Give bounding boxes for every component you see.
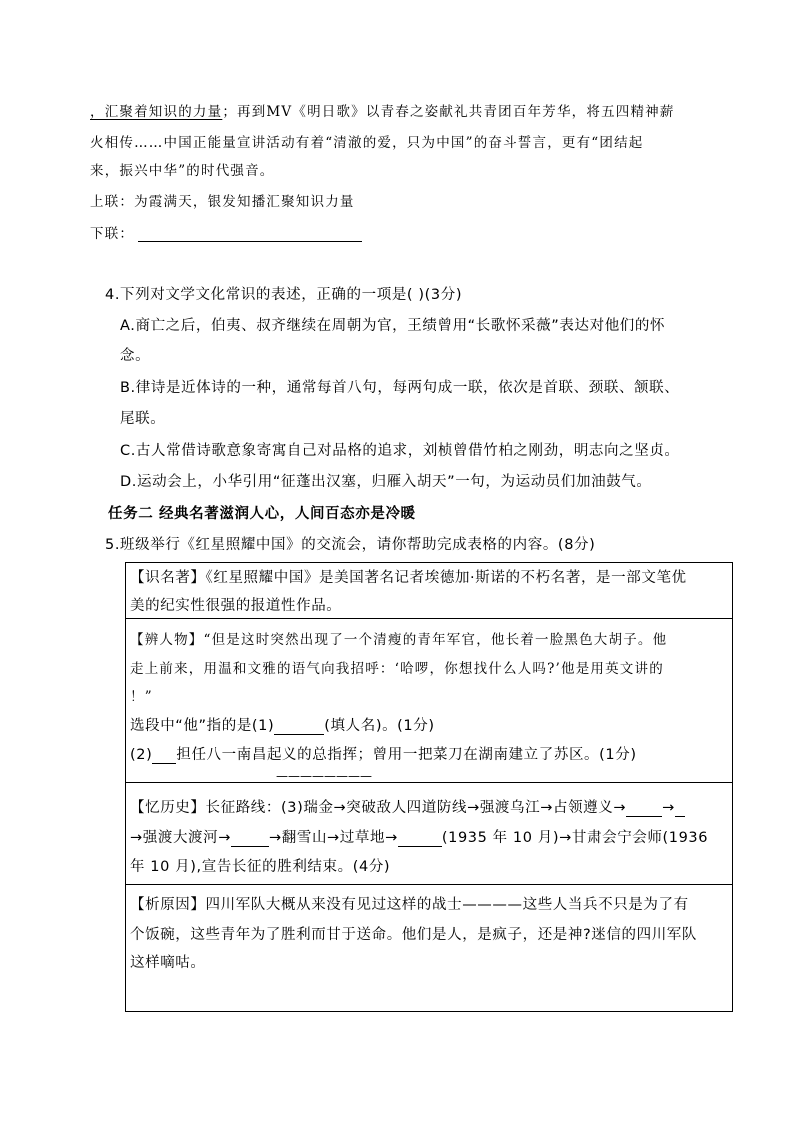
table-row-xi-yuan-yin — [126, 885, 732, 1011]
row2-line-4 — [130, 714, 435, 735]
row3-line-1 — [130, 796, 685, 817]
answer-blank-2[interactable] — [152, 750, 176, 764]
row2-line-2: 走上前来，用温和文雅的语气向我招呼：‘哈啰，你想找什么人吗?’他是用英文讲的 — [130, 661, 664, 677]
row1-line-2: 美的纪实性很强的报道性作品。 — [130, 598, 342, 614]
task2-title: 任务二 经典名著滋润人心，人间百态亦是冷暖 — [108, 506, 416, 522]
row3-snow-grass: →翻雪山→过草地→ — [269, 830, 398, 846]
xialian-label: 下联： — [90, 226, 135, 242]
answer-blank-3a[interactable] — [626, 803, 662, 817]
q4-option-a-line-2: 念。 — [120, 348, 151, 364]
intro-line-1-rest: ；再到MV《明日歌》以青春之姿献礼共青团百年芳华，将五四精神薪 — [222, 104, 675, 120]
q4-option-c: C.古人常借诗歌意象寄寓自己对品格的追求，刘桢曾借竹柏之刚劲，明志向之坚贞。 — [120, 443, 680, 459]
row2-line-5 — [130, 743, 637, 764]
row3-line-2 — [130, 826, 708, 847]
q4-option-a-line-1: A.商亡之后，伯夷、叔齐继续在周朝为官，王绩曾用“长歌怀采薇”表达对他们的怀 — [120, 318, 666, 334]
intro-line-1 — [90, 100, 675, 120]
row1-line-1: 【识名著】《红星照耀中国》是美国著名记者埃德加·斯诺的不朽名著，是一部文笔优 — [130, 570, 687, 586]
shanglian: 上联：为霞满天，银发知播汇聚知识力量 — [90, 194, 355, 210]
answer-blank-1[interactable] — [274, 721, 324, 735]
answer-blank-3b[interactable] — [675, 803, 685, 817]
q4-option-d: D.运动会上，小华引用“征蓬出汉塞，归雁入胡天”一句，为运动员们加油鼓气。 — [120, 474, 652, 490]
q5-stem: 5.班级举行《红星照耀中国》的交流会，请你帮助完成表格的内容。(8分) — [105, 537, 596, 553]
row4-line-3: 这样嘀咕。 — [130, 955, 206, 971]
table-row-shi-ming-zhu — [126, 563, 732, 619]
row3-dadu: →强渡大渡河→ — [130, 830, 231, 846]
row2-dash: ———————— — [276, 769, 372, 783]
row4-line-1: 【析原因】四川军队大概从来没有见过这样的战士————这些人当兵不只是为了有 — [130, 897, 689, 913]
table-row-yi-li-shi — [126, 783, 732, 885]
row3-line-3: 年 10 月),宣告长征的胜利结束。(4分) — [130, 859, 391, 875]
q4-stem: 4.下列对文学文化常识的表述，正确的一项是( )(3分) — [105, 287, 463, 303]
xialian — [90, 222, 362, 242]
row4-line-2: 个饭碗，这些青年为了胜利而甘于送命。他们是人，是疯子，还是神?迷信的四川军队 — [130, 927, 697, 943]
answer-blank-3c[interactable] — [231, 833, 269, 847]
row3-date: (1935 年 10 月)→甘肃会宁会师(1936 — [441, 830, 709, 846]
q4-option-b-line-1: B.律诗是近体诗的一种，通常每首八句，每两句成一联，依次是首联、颈联、颔联、 — [120, 380, 680, 396]
row2-line-1: 【辨人物】“但是这时突然出现了一个清瘦的青年军官，他长着一脸黑色大胡子。他 — [130, 632, 668, 648]
q5-table — [125, 562, 733, 1012]
answer-blank-3d[interactable] — [398, 833, 442, 847]
table-row-bian-ren-wu — [126, 619, 732, 783]
intro-line-3: 来，振兴中华”的时代强音。 — [90, 163, 275, 179]
row3-route-prefix: 【忆历史】长征路线：(3)瑞金→突破敌人四道防线→强渡乌江→占领遵义→ — [130, 800, 627, 816]
q4-option-b-line-2: 尾联。 — [120, 411, 166, 427]
row2-q1-prefix: 选段中“他”指的是(1) — [130, 718, 275, 734]
row2-q2-prefix: (2) — [130, 747, 153, 763]
intro-line-2: 火相传……中国正能量宣讲活动有着“清澈的爱，只为中国”的奋斗誓言，更有“团结起 — [90, 135, 644, 151]
row2-line-3: ！” — [130, 689, 153, 705]
xialian-answer-blank[interactable] — [138, 227, 362, 242]
row2-q2-suffix: 担任八一南昌起义的总指挥；曾用一把菜刀在湖南建立了苏区。(1分) — [176, 747, 637, 763]
row3-arrow: → — [662, 800, 675, 816]
intro-underlined-phrase: ，汇聚着知识的力量 — [90, 104, 223, 120]
row2-q1-suffix: (填人名)。(1分) — [324, 718, 435, 734]
